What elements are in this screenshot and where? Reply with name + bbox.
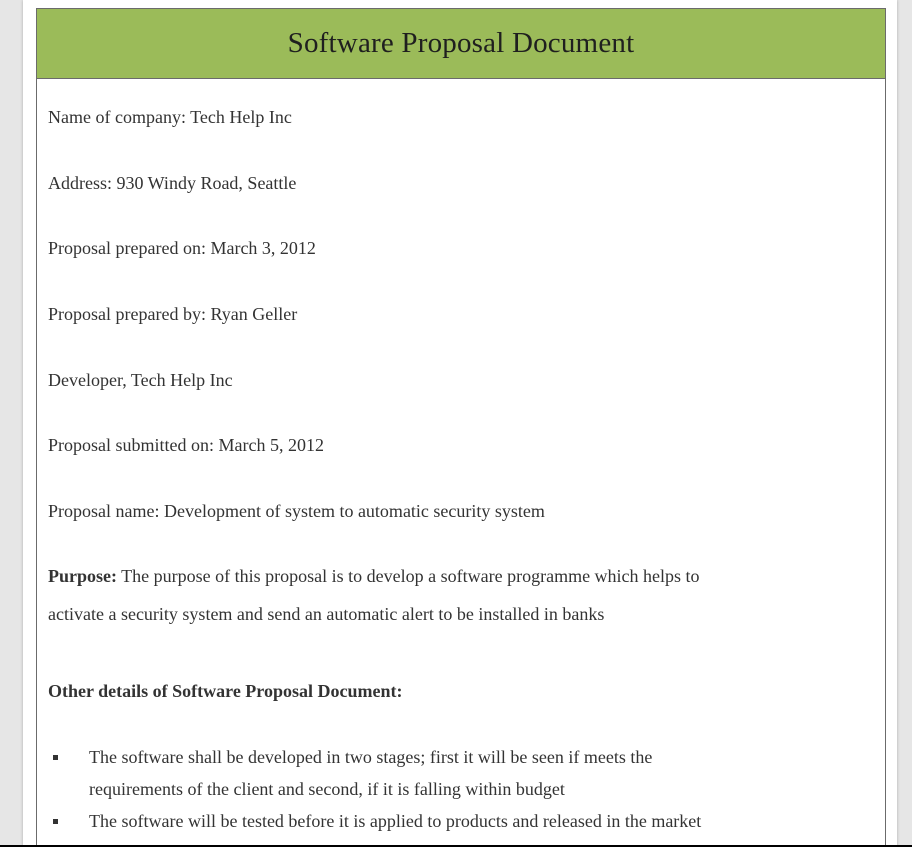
square-bullet-icon bbox=[53, 755, 58, 760]
details-bullet-list bbox=[48, 741, 878, 837]
document-title: Software Proposal Document bbox=[287, 27, 635, 59]
bullet-1-line-2: requirements of the client and second, if it is falling within budget bbox=[89, 779, 565, 799]
purpose-line-2: activate a security system and send an automatic alert to be installed in banks bbox=[48, 604, 605, 624]
address-line: Address: 930 Windy Road, Seattle bbox=[48, 173, 297, 193]
proposal-name-line: Proposal name: Development of system to automatic security system bbox=[48, 501, 545, 521]
prepared-on-line: Proposal prepared on: March 3, 2012 bbox=[48, 238, 316, 258]
developer-role-line: Developer, Tech Help Inc bbox=[48, 370, 233, 390]
list-item bbox=[48, 741, 878, 805]
proposal-frame bbox=[36, 8, 886, 847]
document-page bbox=[23, 0, 897, 847]
purpose-text-1: The purpose of this proposal is to develop a software programme which helps to bbox=[117, 566, 700, 586]
square-bullet-icon bbox=[53, 819, 58, 824]
title-bar bbox=[37, 9, 885, 79]
prepared-by-line: Proposal prepared by: Ryan Geller bbox=[48, 304, 298, 324]
purpose-line-1 bbox=[48, 566, 700, 587]
bullet-1-line-1: The software shall be developed in two stages; first it will be seen if meets the bbox=[89, 747, 653, 767]
other-details-heading bbox=[48, 681, 402, 702]
bullet-2-line-1: The software will be tested before it is applied to products and released in the market bbox=[89, 811, 702, 831]
company-name-line: Name of company: Tech Help Inc bbox=[48, 107, 292, 127]
submitted-on-line: Proposal submitted on: March 5, 2012 bbox=[48, 435, 324, 455]
list-item bbox=[48, 805, 878, 837]
other-details-heading-text: Other details of Software Proposal Document: bbox=[48, 681, 403, 701]
purpose-label: Purpose: bbox=[48, 566, 117, 586]
